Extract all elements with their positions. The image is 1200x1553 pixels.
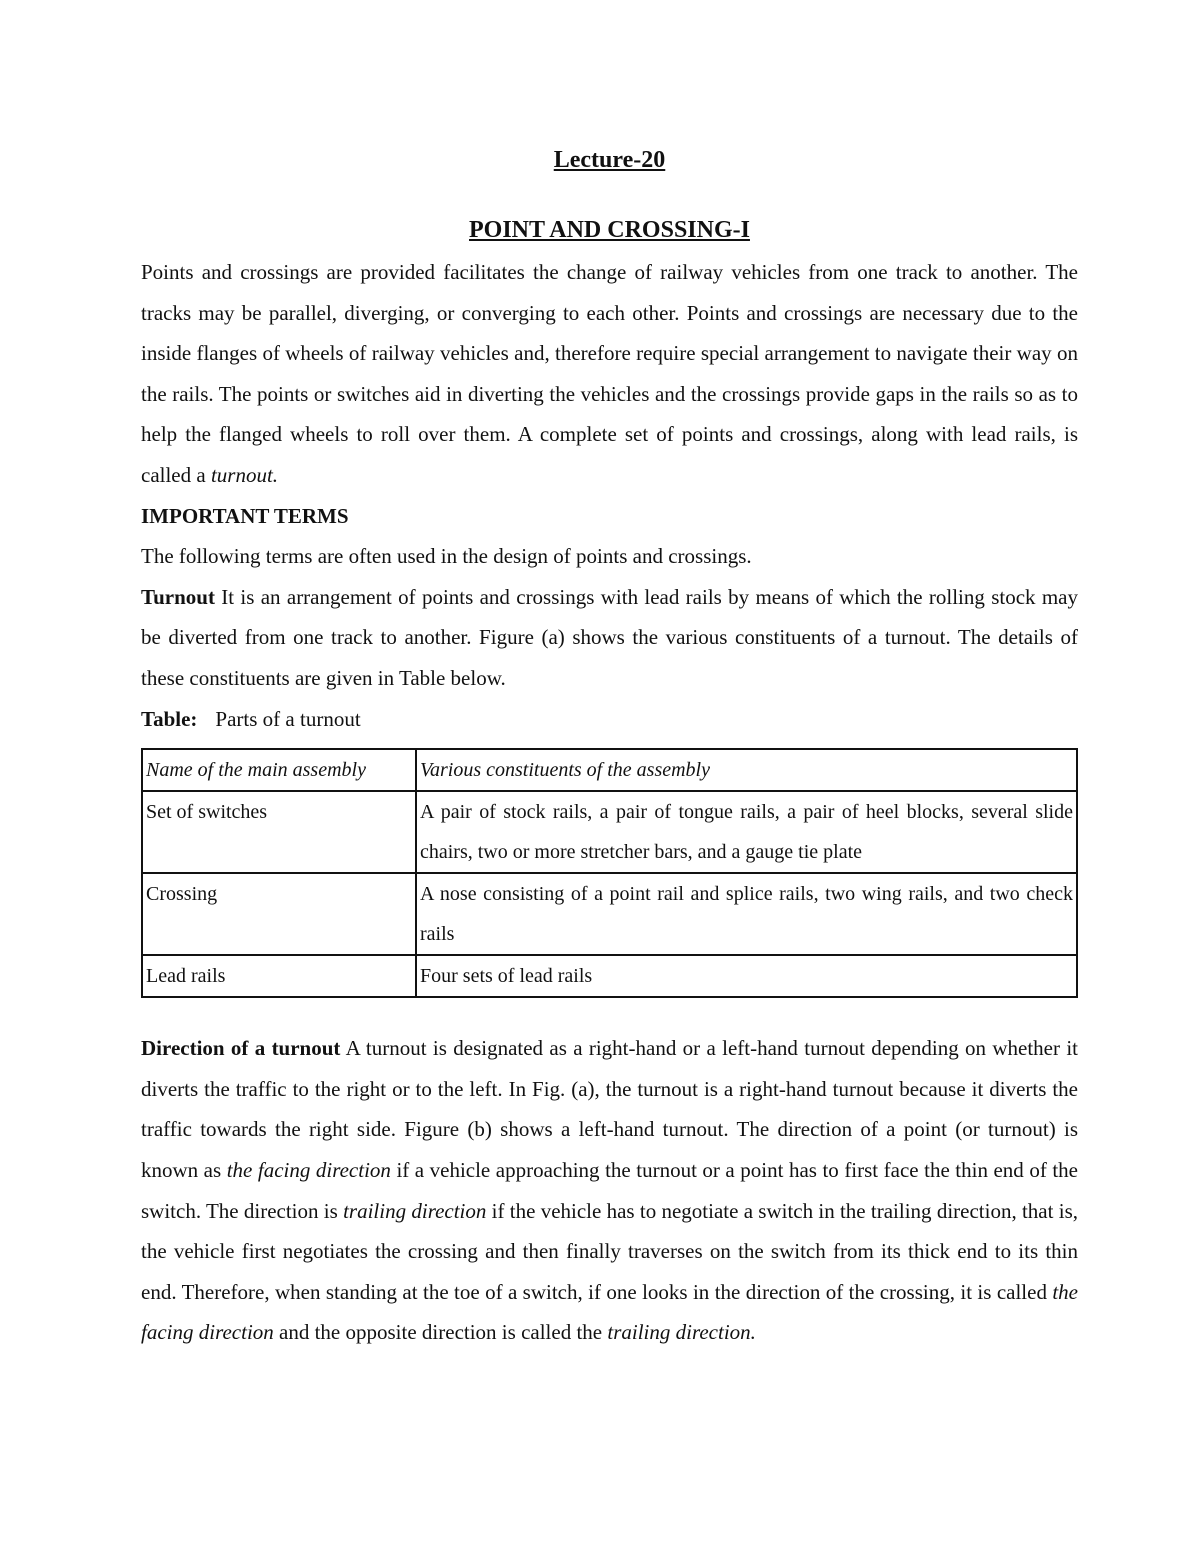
turnout-paragraph xyxy=(141,577,1078,699)
direction-text: A turnout is designated as a right-hand or a left-hand turnout depending on whether it diverts the traffic to the right or to the left. In Fig. (a), the turnout is a right-hand turnout because it diverts the traffic towards the right side. Figure (b) shows a left-hand turnout. The direction of a point (or turnout) is known as xyxy=(141,1036,1078,1182)
table-cell: Four sets of lead rails xyxy=(416,955,1077,997)
intro-term-turnout: turnout. xyxy=(210,462,279,487)
direction-text: if a vehicle approaching the turnout or a point has to first face the thin end of the switch. The direction is xyxy=(141,1157,1078,1223)
direction-text: if the vehicle has to negotiate a switch in the trailing direction, that is, the vehicle first negotiates the crossing and then finally traverses on the switch from its thick end to its thin end. Therefore, when standing at the toe of a switch, if one looks in the direction of the crossing, it is called xyxy=(141,1198,1078,1304)
direction-italic: the facing direction xyxy=(226,1157,391,1182)
table-cell: Set of switches xyxy=(142,791,416,873)
table-header-cell: Name of the main assembly xyxy=(142,749,416,791)
important-terms-heading: IMPORTANT TERMS xyxy=(141,503,349,528)
document-page xyxy=(141,138,1078,1353)
direction-text: and the opposite direction is called the xyxy=(273,1320,608,1345)
table-caption-text: Parts of a turnout xyxy=(215,706,361,731)
turnout-text: It is an arrangement of points and crossings with lead rails by means of which the rolling stock may be diverted from one track to another. Figure (a) shows the various constituents of a turnout. The details of these constituents are given in Table below. xyxy=(141,584,1078,690)
table-header-cell: Various constituents of the assembly xyxy=(416,749,1077,791)
table-caption xyxy=(141,699,1078,740)
turnout-parts-table xyxy=(141,748,1078,998)
turnout-term: Turnout xyxy=(141,584,215,609)
lecture-title: Lecture-20 xyxy=(553,147,666,173)
table-cell: Lead rails xyxy=(142,955,416,997)
terms-intro: The following terms are often used in the design of points and crossings. xyxy=(141,544,752,569)
table-cell: A pair of stock rails, a pair of tongue rails, a pair of heel blocks, several slide chairs, two or more stretcher bars, and a gauge tie plate xyxy=(416,791,1077,873)
intro-text: Points and crossings are provided facilitates the change of railway vehicles from one track to another. The tracks may be parallel, diverging, or converging to each other. Points and crossings are necessary due to the inside flanges of wheels of railway vehicles and, therefore require special arrangement to navigate their way on the rails. The points or switches aid in diverting the vehicles and the crossings provide gaps in the rails so as to help the flanged wheels to roll over them. A complete set of points and crossings, along with lead rails, is called a xyxy=(141,260,1078,487)
table-row xyxy=(142,955,1077,997)
table-caption-label: Table: xyxy=(141,706,198,731)
table-row xyxy=(142,873,1077,955)
table-header-row xyxy=(142,749,1077,791)
intro-paragraph xyxy=(141,252,1078,496)
direction-italic: trailing direction xyxy=(343,1198,487,1223)
direction-paragraph xyxy=(141,1028,1078,1353)
table-cell: A nose consisting of a point rail and splice rails, two wing rails, and two check rails xyxy=(416,873,1077,955)
table-cell: Crossing xyxy=(142,873,416,955)
direction-italic: the facing direction xyxy=(141,1279,1078,1345)
direction-term: Direction of a turnout xyxy=(141,1036,341,1061)
table-row xyxy=(142,791,1077,873)
direction-italic: trailing direction. xyxy=(607,1320,756,1345)
spacer xyxy=(141,998,1078,1028)
topic-title: POINT AND CROSSING-I xyxy=(469,217,750,243)
